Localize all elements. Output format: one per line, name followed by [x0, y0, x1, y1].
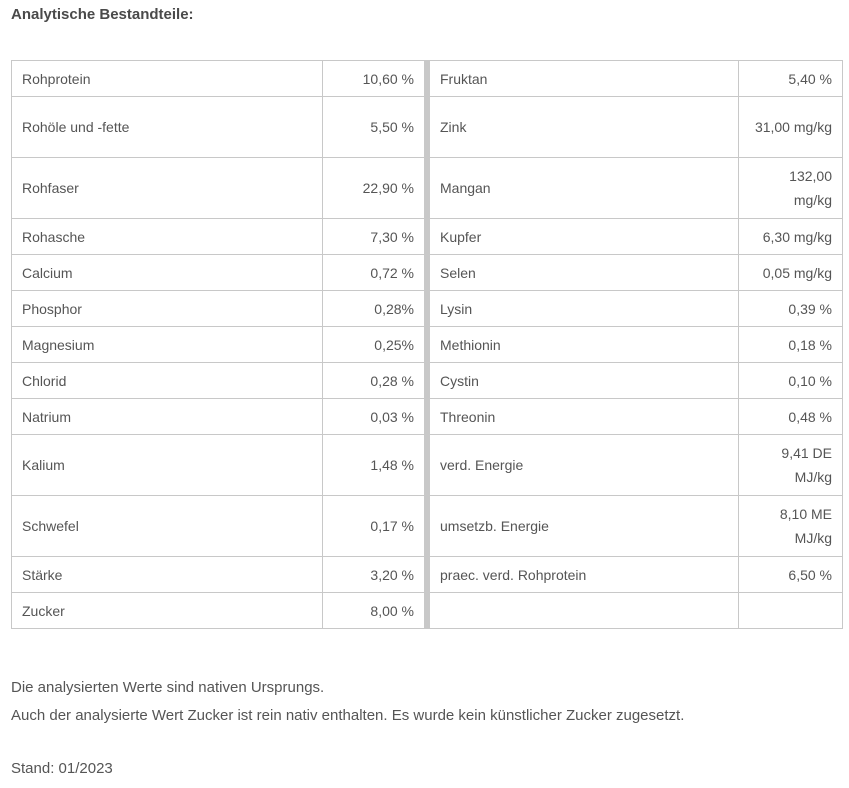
- nutrient-value: [739, 593, 843, 629]
- table-row: [12, 219, 425, 255]
- nutrient-name: Rohöle und -fette: [12, 97, 323, 158]
- nutrient-value: 0,39 %: [739, 291, 843, 327]
- table-row: [12, 593, 425, 629]
- nutrient-name: Calcium: [12, 255, 323, 291]
- nutrient-name: Phosphor: [12, 291, 323, 327]
- nutrient-name: Rohprotein: [12, 61, 323, 97]
- nutrient-value: 0,05 mg/kg: [739, 255, 843, 291]
- nutrient-name: Lysin: [430, 291, 739, 327]
- nutrient-value: 0,03 %: [323, 399, 425, 435]
- table-row: [430, 158, 843, 219]
- nutrient-value: 31,00 mg/kg: [739, 97, 843, 158]
- nutrient-name: Rohfaser: [12, 158, 323, 219]
- table-row: [430, 496, 843, 557]
- nutrient-value: 5,40 %: [739, 61, 843, 97]
- table-row: [12, 363, 425, 399]
- nutrient-value: 10,60 %: [323, 61, 425, 97]
- table-row: [12, 61, 425, 97]
- nutrient-name: Kalium: [12, 435, 323, 496]
- nutrient-value: 5,50 %: [323, 97, 425, 158]
- nutrient-value: 0,25%: [323, 327, 425, 363]
- nutrient-name: Fruktan: [430, 61, 739, 97]
- table-row: [12, 327, 425, 363]
- analysis-table-left: [11, 60, 425, 629]
- nutrient-name: [430, 593, 739, 629]
- nutrient-name: Chlorid: [12, 363, 323, 399]
- table-row: [430, 363, 843, 399]
- nutrient-name: Cystin: [430, 363, 739, 399]
- table-row: [430, 399, 843, 435]
- nutrient-name: Magnesium: [12, 327, 323, 363]
- nutrient-name: Zink: [430, 97, 739, 158]
- nutrient-name: Rohasche: [12, 219, 323, 255]
- nutrient-value: 0,17 %: [323, 496, 425, 557]
- nutrient-value: 0,48 %: [739, 399, 843, 435]
- nutrient-name: praec. verd. Rohprotein: [430, 557, 739, 593]
- nutrient-value: 6,50 %: [739, 557, 843, 593]
- nutrient-value: 0,18 %: [739, 327, 843, 363]
- nutrient-name: Methionin: [430, 327, 739, 363]
- nutrient-value: 0,28 %: [323, 363, 425, 399]
- nutrient-value: 8,10 ME MJ/kg: [739, 496, 843, 557]
- note-sugar: Auch der analysierte Wert Zucker ist rein nativ enthalten. Es wurde kein künstlicher Zucker zugesetzt.: [11, 707, 685, 724]
- nutrient-name: Kupfer: [430, 219, 739, 255]
- nutrient-name: Stärke: [12, 557, 323, 593]
- nutrient-value: 0,72 %: [323, 255, 425, 291]
- nutrient-name: verd. Energie: [430, 435, 739, 496]
- analysis-table-right: [429, 60, 843, 629]
- table-row: [12, 255, 425, 291]
- table-row: [430, 97, 843, 158]
- table-row: [12, 399, 425, 435]
- nutrient-name: Selen: [430, 255, 739, 291]
- table-row: [12, 291, 425, 327]
- nutrient-name: Natrium: [12, 399, 323, 435]
- nutrient-value: 8,00 %: [323, 593, 425, 629]
- nutrient-value: 132,00 mg/kg: [739, 158, 843, 219]
- note-native: Die analysierten Werte sind nativen Ursprungs.: [11, 679, 325, 696]
- table-row: [12, 496, 425, 557]
- nutrient-value: 22,90 %: [323, 158, 425, 219]
- nutrient-name: Mangan: [430, 158, 739, 219]
- nutrient-value: 1,48 %: [323, 435, 425, 496]
- table-row: [12, 97, 425, 158]
- stand-date: Stand: 01/2023: [11, 760, 113, 777]
- table-row: [430, 291, 843, 327]
- table-row: [12, 557, 425, 593]
- table-row: [12, 158, 425, 219]
- table-row: [430, 327, 843, 363]
- nutrient-name: Schwefel: [12, 496, 323, 557]
- nutrient-name: Zucker: [12, 593, 323, 629]
- table-row: [430, 593, 843, 629]
- table-row: [430, 557, 843, 593]
- nutrient-value: 0,28%: [323, 291, 425, 327]
- table-row: [430, 219, 843, 255]
- nutrient-name: umsetzb. Energie: [430, 496, 739, 557]
- nutrient-value: 0,10 %: [739, 363, 843, 399]
- table-row: [430, 61, 843, 97]
- table-row: [430, 435, 843, 496]
- table-row: [12, 435, 425, 496]
- notes: [11, 674, 684, 730]
- nutrient-value: 6,30 mg/kg: [739, 219, 843, 255]
- nutrient-value: 3,20 %: [323, 557, 425, 593]
- section-heading: Analytische Bestandteile:: [11, 6, 194, 23]
- table-row: [430, 255, 843, 291]
- nutrient-value: 9,41 DE MJ/kg: [739, 435, 843, 496]
- nutrient-name: Threonin: [430, 399, 739, 435]
- analysis-table: [11, 60, 843, 629]
- nutrient-value: 7,30 %: [323, 219, 425, 255]
